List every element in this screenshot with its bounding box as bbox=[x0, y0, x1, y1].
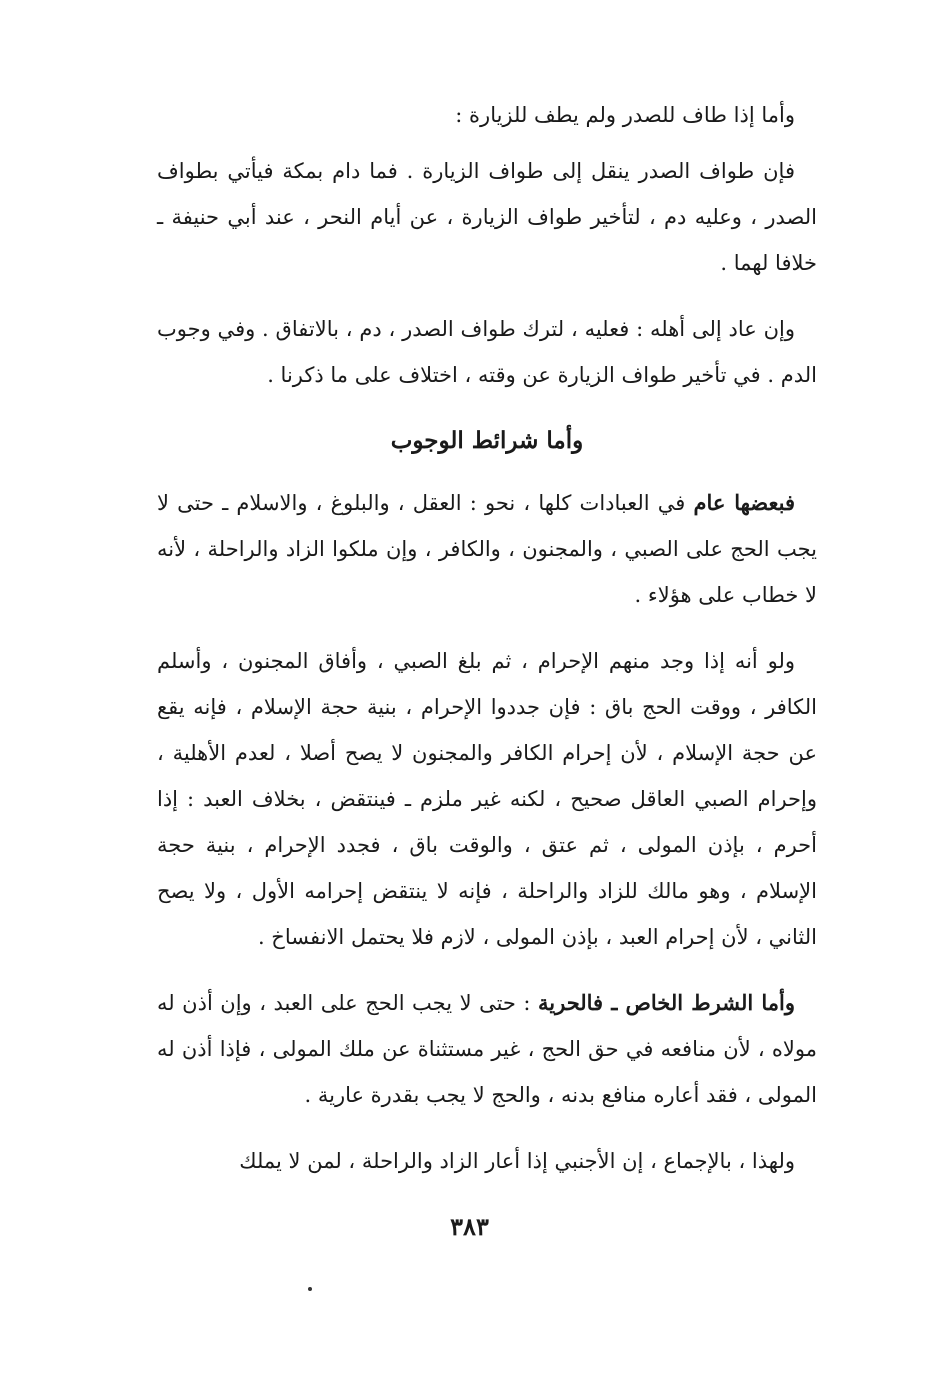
paragraph-3 bbox=[157, 306, 817, 398]
section-heading: وأما شرائط الوجوب bbox=[390, 427, 584, 454]
paragraph-text: في العبادات كلها ، نحو : العقل ، والبلوغ ، والاسلام ـ حتى لا يجب الحج على الصبي ، والمجنون ، والكافر ، وإن ملكوا الزاد والراحلة ، لأنه لا خطاب على هؤلاء . bbox=[157, 491, 817, 607]
paragraph-1 bbox=[157, 92, 817, 138]
paragraph-2 bbox=[157, 148, 817, 286]
paragraph-text: وإن عاد إلى أهله : فعليه ، لترك طواف الصدر ، دم ، بالاتفاق . وفي وجوب الدم . في تأخير طواف الزيارة عن وقته ، اختلاف على ما ذكرنا . bbox=[157, 317, 817, 387]
paragraph-text: فإن طواف الصدر ينقل إلى طواف الزيارة . فما دام بمكة فيأتي بطواف الصدر ، وعليه دم ، لتأخير طواف الزيارة ، عن أيام النحر ، عند أبي حنيفة ـ خلافا لهما . bbox=[157, 159, 817, 275]
page-body bbox=[157, 92, 817, 1204]
ink-speck bbox=[308, 1287, 312, 1291]
paragraph-4 bbox=[157, 480, 817, 618]
paragraph-text: : حتى لا يجب الحج على العبد ، وإن أذن له مولاه ، لأن منافعه في حق الحج ، غير مستثناة عن ملك المولى ، فإذا أذن له المولى ، فقد أعاره منافع بدنه ، والحج لا يجب بقدرة عارية . bbox=[157, 991, 817, 1107]
paragraph-7 bbox=[157, 1138, 817, 1184]
paragraph-6 bbox=[157, 980, 817, 1118]
paragraph-lead: فبعضها عام bbox=[693, 490, 795, 515]
paragraph-5 bbox=[157, 638, 817, 960]
paragraph-lead: وأما الشرط الخاص ـ فالحرية bbox=[538, 990, 795, 1015]
paragraph-text: ولو أنه إذا وجد منهم الإحرام ، ثم بلغ الصبي ، وأفاق المجنون ، وأسلم الكافر ، ووقت الحج باق : فإن جددوا الإحرام ، بنية حجة الإسلام ، فإنه يقع عن حجة الإسلام ، لأن إحرام الكافر والمجنون لا يصح أصلا ، لعدم الأهلية ، وإحرام الصبي العاقل صحيح ، لكنه غير ملزم ـ فينتقض ، بخلاف العبد : إذا أحرم ، بإذن المولى ، ثم عتق ، والوقت باق ، فجدد الإحرام ، بنية حجة الإسلام ، وهو مالك للزاد والراحلة ، فإنه لا ينتقض إحرامه الأول ، ولا يصح الثاني ، لأن إحرام العبد ، بإذن المولى ، لازم فلا يحتمل الانفساخ . bbox=[157, 649, 817, 949]
paragraph-text: ولهذا ، بالإجماع ، إن الأجنبي إذا أعار الزاد والراحلة ، لمن لا يملك bbox=[239, 1149, 795, 1173]
page-number: ٣٨٣ bbox=[450, 1212, 489, 1241]
paragraph-text: وأما إذا طاف للصدر ولم يطف للزيارة : bbox=[455, 103, 795, 127]
